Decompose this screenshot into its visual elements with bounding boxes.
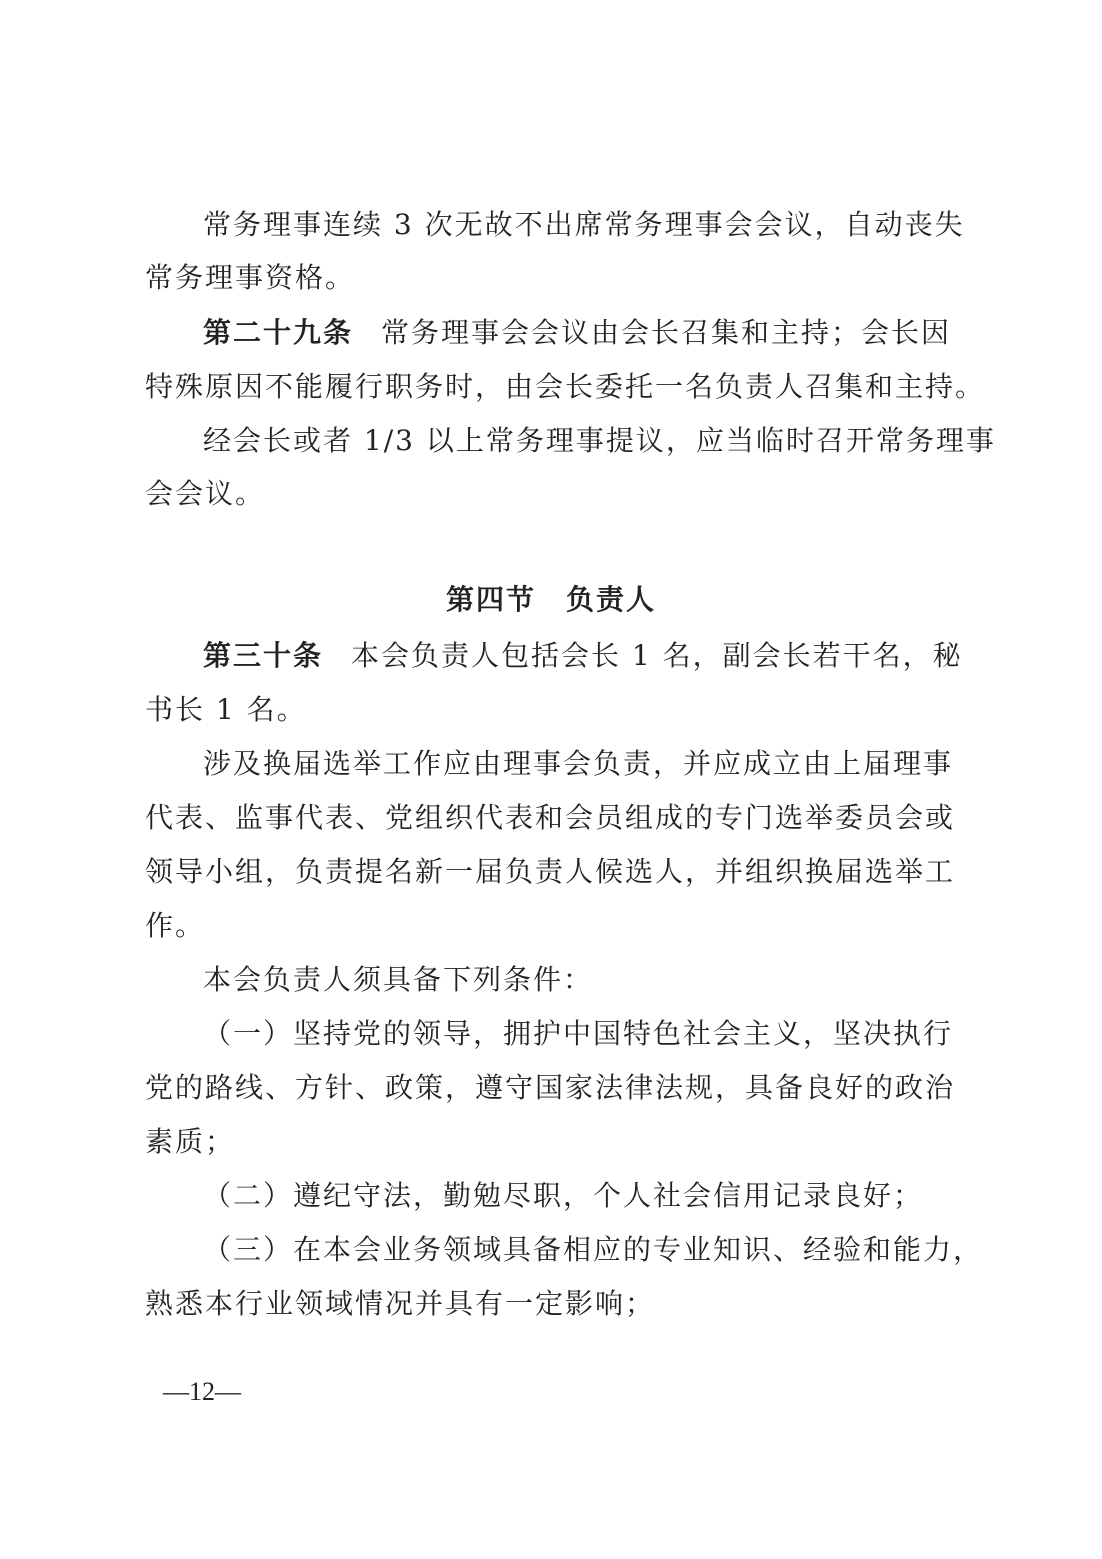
condition-1-line-1: （一）坚持党的领导，拥护中国特色社会主义，坚决执行 <box>203 1017 954 1050</box>
conditions-intro: 本会负责人须具备下列条件： <box>203 963 594 996</box>
election-line-4: 作。 <box>145 909 206 942</box>
article-30-line-1 <box>203 636 963 676</box>
condition-3-line-2: 熟悉本行业领域情况并具有一定影响； <box>145 1287 656 1320</box>
article-30-text: 本会负责人包括会长 1 名，副会长若干名，秘 <box>351 639 963 672</box>
paragraph-3-line-1: 经会长或者 1/3 以上常务理事提议，应当临时召开常务理事 <box>203 424 996 457</box>
paragraph-3-line-2: 会会议。 <box>145 477 266 510</box>
article-29-line-1 <box>203 313 952 353</box>
election-line-1: 涉及换届选举工作应由理事会负责，并应成立由上届理事 <box>203 747 954 780</box>
article-29-line-2: 特殊原因不能履行职务时，由会长委托一名负责人召集和主持。 <box>145 370 986 403</box>
paragraph-1-line-1: 常务理事连续 3 次无故不出席常务理事会会议，自动丧失 <box>203 208 965 241</box>
paragraph-1-line-2: 常务理事资格。 <box>145 261 356 294</box>
page-number: —12— <box>163 1377 241 1406</box>
article-30-label: 第三十条 <box>203 639 324 672</box>
section-heading: 第四节 负责人 <box>445 583 656 616</box>
condition-2-line-1: （二）遵纪守法，勤勉尽职，个人社会信用记录良好； <box>203 1179 924 1212</box>
election-line-2: 代表、监事代表、党组织代表和会员组成的专门选举委员会或 <box>145 801 956 834</box>
condition-3-line-1: （三）在本会业务领域具备相应的专业知识、经验和能力， <box>203 1233 984 1266</box>
article-29-text: 常务理事会会议由会长召集和主持；会长因 <box>381 316 952 349</box>
article-30-line-2: 书长 1 名。 <box>145 693 307 726</box>
article-29-label: 第二十九条 <box>203 316 354 349</box>
condition-1-line-3: 素质； <box>145 1125 236 1158</box>
election-line-3: 领导小组，负责提名新一届负责人候选人，并组织换届选举工 <box>145 855 956 888</box>
condition-1-line-2: 党的路线、方针、政策，遵守国家法律法规，具备良好的政治 <box>145 1071 956 1104</box>
